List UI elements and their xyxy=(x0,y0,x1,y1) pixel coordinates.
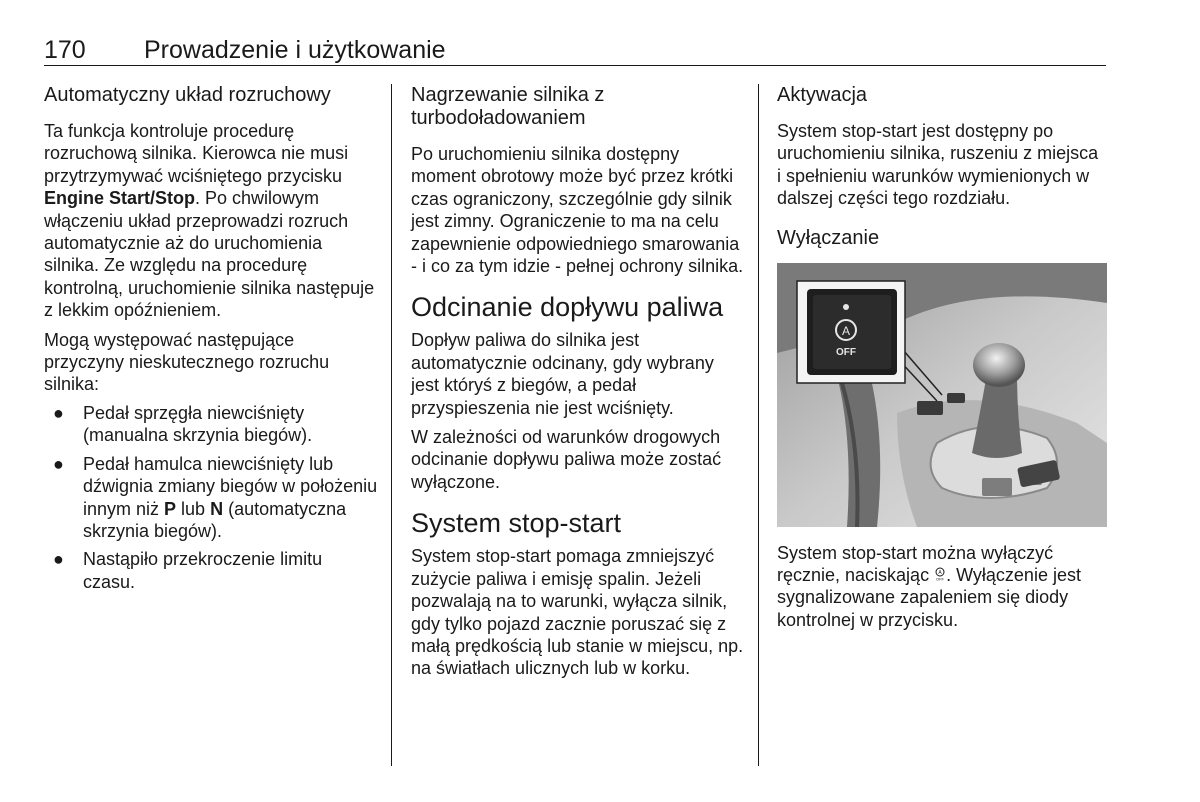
paragraph-stop-start: System stop-start pomaga zmniejszyć zużycie paliwa i emisję spalin. Jeżeli pozwalają na to warunki, wyłącza silnik, gdy tylko pojazd zacznie poruszać się z małą prędkością lub stanie w miejscu, np. na światłach ulicznych lub w korku. xyxy=(411,546,744,679)
heading-stop-start: System stop-start xyxy=(411,508,622,539)
stop-start-button-photo xyxy=(777,263,1107,527)
column-2 xyxy=(411,84,746,680)
svg-text:OFF: OFF xyxy=(936,576,945,582)
svg-text:A: A xyxy=(841,323,851,338)
paragraph-fuel-cutoff-1: Dopływ paliwa do silnika jest automatycznie odcinany, gdy wybrany jest któryś z biegów, a pedał przyspieszenia nie jest wciśnięty. xyxy=(411,330,714,418)
list-item xyxy=(44,453,379,543)
list-item-text: (automatyczna skrzynia biegów). xyxy=(83,498,347,541)
column-1 xyxy=(44,84,379,593)
heading-turbo: Nagrzewanie silnika z turbodoładowaniem xyxy=(411,84,605,129)
page-header xyxy=(44,36,1106,66)
column-divider-1 xyxy=(391,84,392,766)
text-span: System stop-start można wyłączyć ręcznie, naciskając xyxy=(777,542,1054,586)
keyword-engine-start-stop: Engine Start/Stop xyxy=(44,188,196,209)
heading-activation: Aktywacja xyxy=(777,84,868,106)
bullet-icon: ● xyxy=(53,402,64,423)
causes-list xyxy=(44,402,379,593)
paragraph-auto-start xyxy=(44,120,379,322)
list-item-text: Pedał sprzęgła niewciśnięty (manualna skrzynia biegów). xyxy=(83,402,313,446)
list-item-text: Nastąpiło przekroczenie limitu czasu. xyxy=(83,549,323,592)
heading-auto-start: Automatyczny układ rozruchowy xyxy=(44,84,331,106)
bullet-icon: ● xyxy=(53,549,64,570)
keyword-n: N xyxy=(210,498,224,519)
list-item xyxy=(44,402,379,447)
text-span: Ta funkcja kontroluje procedurę rozruchową silnika. Kierowca nie musi przytrzymywać wciśniętego przycisku xyxy=(44,121,349,186)
list-item xyxy=(44,548,379,593)
off-label: OFF xyxy=(836,346,856,358)
svg-text:A: A xyxy=(938,570,942,577)
paragraph-turbo: Po uruchomieniu silnika dostępny moment obrotowy może być przez krótki czas ograniczony, szczególnie gdy silnik jest zimny. Ograniczenie to ma na celu zapewnienie odpowiedniego smarowania - i co za tym idzie - pełnej ochrony silnika. xyxy=(411,144,744,277)
heading-fuel-cutoff: Odcinanie dopływu paliwa xyxy=(411,292,724,323)
list-item-text: Pedał hamulca niewciśnięty lub dźwignia zmiany biegów w położeniu innym niż xyxy=(83,453,378,519)
page-number: 170 xyxy=(44,36,86,64)
column-divider-2 xyxy=(758,84,759,766)
list-item-text: lub xyxy=(176,498,211,519)
stop-start-off-icon xyxy=(934,567,946,581)
paragraph-activation: System stop-start jest dostępny po uruchomieniu silnika, ruszeniu z miejsca i spełnieniu warunków wymienionych w dalszej części tego rozdziału. xyxy=(777,121,1099,209)
heading-deactivation: Wyłączanie xyxy=(777,226,880,249)
paragraph-causes: Mogą występować następujące przyczyny nieskutecznego rozruchu silnika: xyxy=(44,329,330,395)
paragraph-deactivation xyxy=(777,542,1107,632)
console-illustration xyxy=(777,263,1107,527)
header-rule xyxy=(44,65,1106,66)
text-span: . Po chwilowym włączeniu układ przeprowadzi rozruch automatycznie aż do uruchomienia silnika. Ze względu na procedurę kontrolną, uruchomienie silnika następuje z lekkim opóźnieniem. xyxy=(44,188,375,321)
section-title: Prowadzenie i użytkowanie xyxy=(144,36,446,64)
bullet-icon: ● xyxy=(53,453,64,474)
keyword-p: P xyxy=(164,498,177,519)
text-span: . Wyłączenie jest sygnalizowane zapaleniem się diody kontrolnej w przycisku. xyxy=(777,565,1081,630)
paragraph-fuel-cutoff-2: W zależności od warunków drogowych odcinanie dopływu paliwa może zostać wyłączone. xyxy=(411,427,722,492)
column-3 xyxy=(777,84,1107,631)
